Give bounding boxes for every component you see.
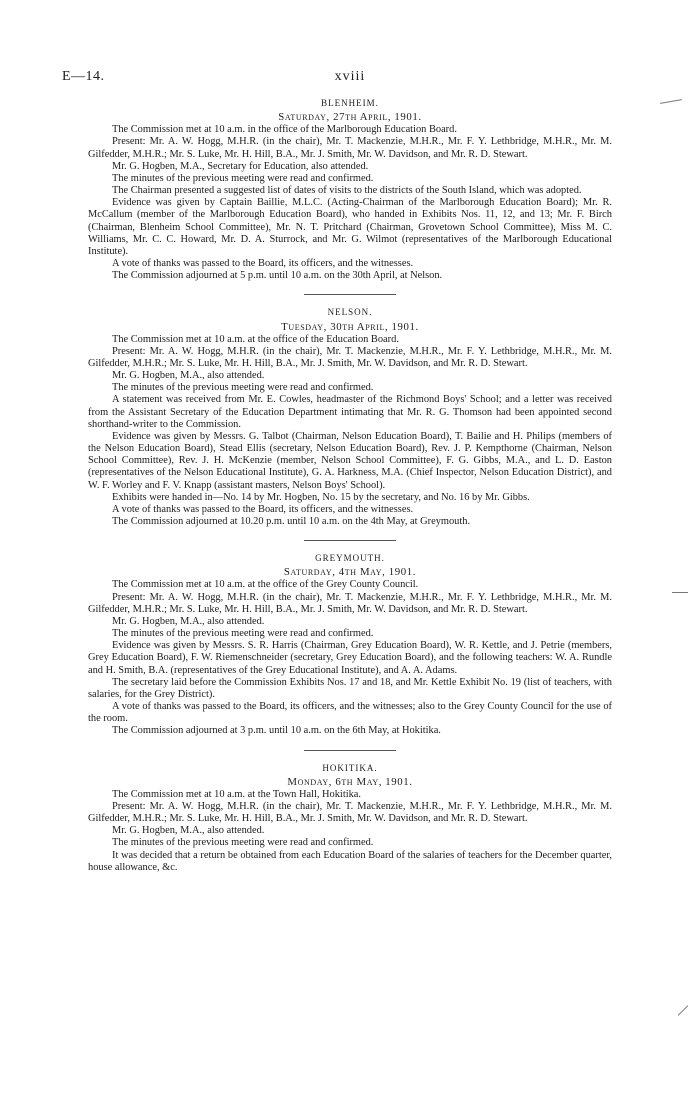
paragraph: Evidence was given by Messrs. G. Talbot (Chairman, Nelson Education Board), T. Bailie and H. Philips (members of the Nelson Education Board), Stead Ellis (secretary, Nelson Education Board), Rev. J. P. Kempthorne (Chairman, Nelson School Committee), Rev. J. H. McKenzie (member, Nelson School Committee), F. G. Gibbs, M.A., and L. D. Easton (representatives of the Nelson Educational Institute), G. A. Harkness, M.A. (Chief Inspector, Nelson Education District), and W. F. Worley and F. V. Knapp (assistant masters, Nelson Boys' School). [88, 430, 612, 491]
section-hokitika [88, 762, 612, 874]
section-title: GREYMOUTH. [315, 553, 385, 564]
paragraph: A vote of thanks was passed to the Board, its officers, and the witnesses; also to the Grey County Council for the use of the room. [88, 701, 612, 725]
section-greymouth [88, 552, 612, 737]
paragraph: The Commission met at 10 a.m. in the office of the Marlborough Education Board. [112, 124, 457, 136]
section-date: Tuesday, 30th April, 1901. [281, 320, 419, 333]
section-divider [304, 750, 396, 751]
paragraph: Present: Mr. A. W. Hogg, M.H.R. (in the chair), Mr. T. Mackenzie, M.H.R., Mr. F. Y. Lethbridge, M.H.R., Mr. M. Gilfedder, M.H.R.; Mr. S. Luke, Mr. H. Hill, B.A., Mr. J. Smith, Mr. W. Davidson, and Mr. R. D. Stewart. [88, 136, 612, 160]
paragraph: A vote of thanks was passed to the Board, its officers, and the witnesses. [112, 503, 414, 515]
section-title: NELSON. [327, 307, 373, 318]
paragraph: Mr. G. Hogben, M.A., also attended. [112, 825, 265, 837]
paragraph: It was decided that a return be obtained from each Education Board of the salaries of teachers for the December quarter, house allowance, &c. [88, 849, 612, 873]
section-divider [304, 294, 396, 295]
paragraph: The Chairman presented a suggested list of dates of visits to the districts of the South Island, which was adopted. [112, 185, 582, 197]
paragraph: Exhibits were handed in—No. 14 by Mr. Hogben, No. 15 by the secretary, and No. 16 by Mr. Gibbs. [112, 491, 530, 503]
paragraph: Evidence was given by Captain Baillie, M.L.C. (Acting-Chairman of the Marlborough Education Board); Mr. R. McCallum (member of the Marlborough Education Board), who handed in Exhibits Nos. 11, 12, and 13; Mr. F. Birch (Chairman, Blenheim School Committee), Mr. N. T. Pritchard (Chairman, Grovetown School Committee), Miss M. C. Williams, Mr. C. C. Howard, Mr. D. A. Sturrock, and Mr. G. Wilmot (representatives of the Marlborough Educational Institute). [88, 197, 612, 257]
scan-mark [672, 592, 688, 593]
paragraph: The minutes of the previous meeting were read and confirmed. [112, 628, 374, 640]
paragraph: The minutes of the previous meeting were read and confirmed. [112, 172, 374, 184]
paragraph: The minutes of the previous meeting were read and confirmed. [112, 382, 374, 394]
section-title: BLENHEIM. [321, 98, 379, 108]
paragraph: Present: Mr. A. W. Hogg, M.H.R. (in the chair), Mr. T. Mackenzie, M.H.R., Mr. F. Y. Lethbridge, M.H.R., Mr. M. Gilfedder, M.H.R.; Mr. S. Luke, Mr. H. Hill, B.A., Mr. J. Smith, Mr. W. Davidson, and Mr. R. D. Stewart. [88, 800, 612, 825]
section-date: Saturday, 27th April, 1901. [278, 111, 422, 124]
minutes-body [88, 97, 612, 874]
paragraph: The Commission adjourned at 3 p.m. until 10 a.m. on the 6th May, at Hokitika. [112, 725, 441, 737]
paragraph: A vote of thanks was passed to the Board, its officers, and the witnesses. [112, 258, 414, 270]
paragraph: Present: Mr. A. W. Hogg, M.H.R. (in the chair), Mr. T. Mackenzie, M.H.R., Mr. F. Y. Lethbridge, M.H.R., Mr. M. Gilfedder, M.H.R.; Mr. S. Luke, Mr. H. Hill, B.A., Mr. J. Smith, Mr. W. Davidson, and Mr. R. D. Stewart. [88, 591, 612, 615]
paragraph: Mr. G. Hogben, M.A., Secretary for Education, also attended. [112, 160, 369, 172]
paragraph: The Commission adjourned at 5 p.m. until 10 a.m. on the 30th April, at Nelson. [112, 270, 443, 282]
paragraph: Mr. G. Hogben, M.A., also attended. [112, 370, 265, 382]
scan-mark [660, 99, 682, 104]
paragraph: The Commission met at 10 a.m. at the office of the Education Board. [112, 333, 399, 345]
paragraph: The minutes of the previous meeting were read and confirmed. [112, 837, 374, 849]
paragraph: The Commission adjourned at 10.20 p.m. until 10 a.m. on the 4th May, at Greymouth. [112, 516, 471, 527]
section-title: HOKITIKA. [322, 762, 378, 773]
section-blenheim [88, 97, 612, 282]
section-date: Monday, 6th May, 1901. [287, 775, 413, 788]
section-divider [304, 540, 396, 541]
paragraph: The Commission met at 10 a.m. at the Town Hall, Hokitika. [112, 788, 361, 800]
section-date: Saturday, 4th May, 1901. [283, 566, 417, 579]
paragraph: The secretary laid before the Commission Exhibits Nos. 17 and 18, and Mr. Kettle Exhibit No. 19 (list of teachers, with salaries, for the Grey District). [88, 676, 612, 700]
paragraph: A statement was received from Mr. E. Cowles, headmaster of the Richmond Boys' School; and a letter was received from the Assistant Secretary of the Education Department intimating that Mr. R. G. Thomson had been appointed second shorthand-writer to the Commission. [88, 394, 612, 430]
scan-mark [678, 1005, 689, 1016]
paragraph: The Commission met at 10 a.m. at the office of the Grey County Council. [112, 579, 419, 591]
paragraph: Present: Mr. A. W. Hogg, M.H.R. (in the chair), Mr. T. Mackenzie, M.H.R., Mr. F. Y. Lethbridge, M.H.R., Mr. M. Gilfedder, M.H.R.; Mr. S. Luke, Mr. H. Hill, B.A., Mr. J. Smith, Mr. W. Davidson, and Mr. R. D. Stewart. [88, 345, 612, 369]
section-nelson [88, 306, 612, 528]
paragraph: Evidence was given by Messrs. S. R. Harris (Chairman, Grey Education Board), W. R. Kettle, and J. Petrie (members, Grey Education Board), F. W. Riemenschneider (secretary, Grey Education Board), and the following teachers: W. A. Rundle and H. Smith, B.A. (representatives of the Grey Educational Institute), and A. A. Adams. [88, 640, 612, 676]
parliamentary-paper-number: E—14. [62, 69, 105, 84]
paragraph: Mr. G. Hogben, M.A., also attended. [112, 615, 265, 627]
page-number: xviii [334, 69, 366, 84]
